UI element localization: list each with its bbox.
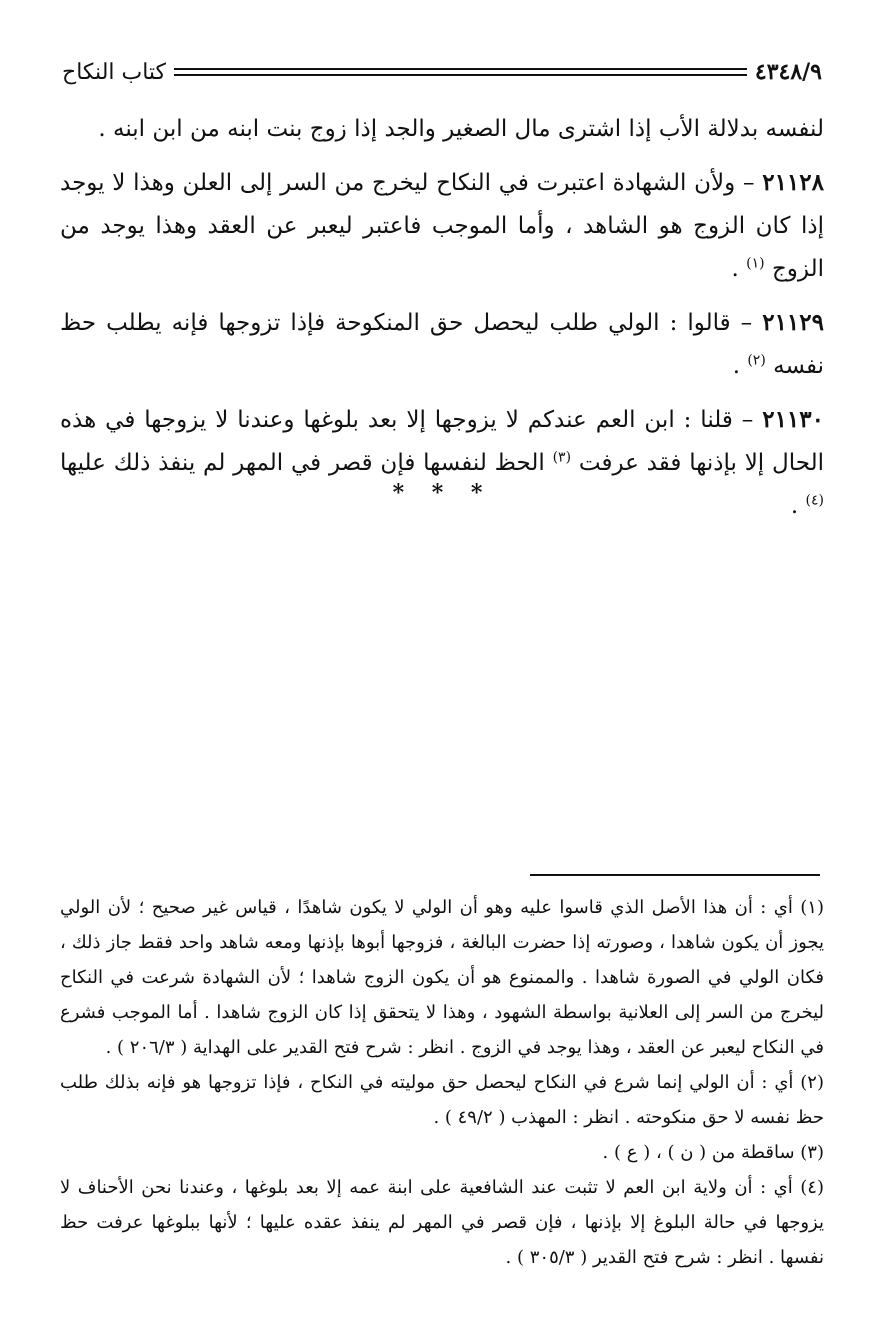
paragraph-text: – ولأن الشهادة اعتبرت في النكاح ليخرج من السر إلى العلن وهذا لا يوجد إذا كان الزوج هو الشاهد ، وأما الموجب فاعتبر ليعبر عن العقد وهذا يوجد من الزوج	[60, 170, 824, 282]
paragraph-text: لنفسه بدلالة الأب إذا اشترى مال الصغير والجد إذا زوج بنت ابنه من ابن ابنه .	[98, 116, 824, 142]
paragraph-21130	[60, 398, 824, 528]
running-header	[62, 52, 822, 92]
paragraph-end: .	[731, 256, 747, 282]
footnote-1: (١) أي : أن هذا الأصل الذي قاسوا عليه وهو أن الولي لا يكون شاهدًا ، قياس غير صحيح ؛ لأن الولي يجوز أن يكون شاهدا ، وصورته إذا حضرت البالغة ، فزوجها أبوها بإذنها ومعه شاهد واحد فقط جاز ذلك ، فكان الولي في الصورة شاهدا . والممنوع هو أن يكون الزوج شاهدا ؛ لأن الشهادة شرعت في النكاح ليخرج من السر إلى العلانية بواسطة الشهود ، وهذا لا يتحقق إذا كان الزوج شاهدا . أما الموجب فشرع في النكاح ليعبر عن العقد ، وهذا يوجد في الزوج . انظر : شرح فتح القدير على الهداية ( ٢٠٦/٣ ) .	[60, 897, 824, 1058]
paragraph-continuation	[60, 108, 824, 151]
main-text	[60, 108, 824, 538]
paragraph-text: – قالوا : الولي طلب ليحصل حق المنكوحة فإذا تزوجها فإنه يطلب حظ نفسه	[60, 310, 824, 379]
page-number: ٤٣٤٨/٩	[754, 59, 822, 85]
paragraph-number: ٢١١٢٨	[762, 169, 824, 196]
paragraph-end: .	[790, 493, 806, 519]
paragraph-text: – قلنا : ابن العم عندكم لا يزوجها إلا بعد بلوغها وعندنا لا يزوجها في هذه الحال إلا بإذنها فقد عرفت	[60, 407, 824, 476]
footnote-4: (٤) أي : أن ولاية ابن العم لا تثبت عند الشافعية على ابنة عمه إلا بعد بلوغها ، وعندنا نحن الأحناف لا يزوجها في حالة البلوغ إلا بإذنها ، فإن قصر في المهر لم ينفذ عقده عليها ؛ لأنها ببلوغها عرفت حظ نفسها . انظر : شرح فتح القدير ( ٣٠٥/٣ ) .	[60, 1177, 824, 1268]
paragraph-21129	[60, 301, 824, 388]
footnotes	[60, 890, 824, 1275]
footnote-ref-3[interactable]: (٣)	[552, 449, 572, 466]
paragraph-21128	[60, 161, 824, 291]
footnote-ref-1[interactable]: (١)	[746, 255, 765, 272]
section-separator: * * *	[392, 480, 493, 506]
paragraph-text: الحظ لنفسها فإن قصر في المهر لم ينفذ ذلك عليها	[60, 450, 553, 476]
footnote-3: (٣) ساقطة من ( ن ) ، ( ع ) .	[602, 1142, 824, 1163]
footnote-2: (٢) أي : أن الولي إنما شرع في النكاح ليحصل حق موليته في النكاح ، فإذا تزوجها هو فإنه بذلك طلب حظ نفسه لا حق منكوحته . انظر : المهذب ( ٤٩/٢ ) .	[60, 1072, 824, 1128]
book-title: كتاب النكاح	[62, 59, 167, 85]
footnote-ref-2[interactable]: (٢)	[747, 352, 766, 369]
paragraph-number: ٢١١٢٩	[762, 309, 824, 336]
paragraph-number: ٢١١٣٠	[762, 406, 824, 433]
paragraph-end: .	[732, 353, 748, 379]
footnote-ref-4[interactable]: (٤)	[805, 492, 824, 509]
header-rule	[174, 68, 747, 76]
footnote-rule	[530, 874, 820, 876]
